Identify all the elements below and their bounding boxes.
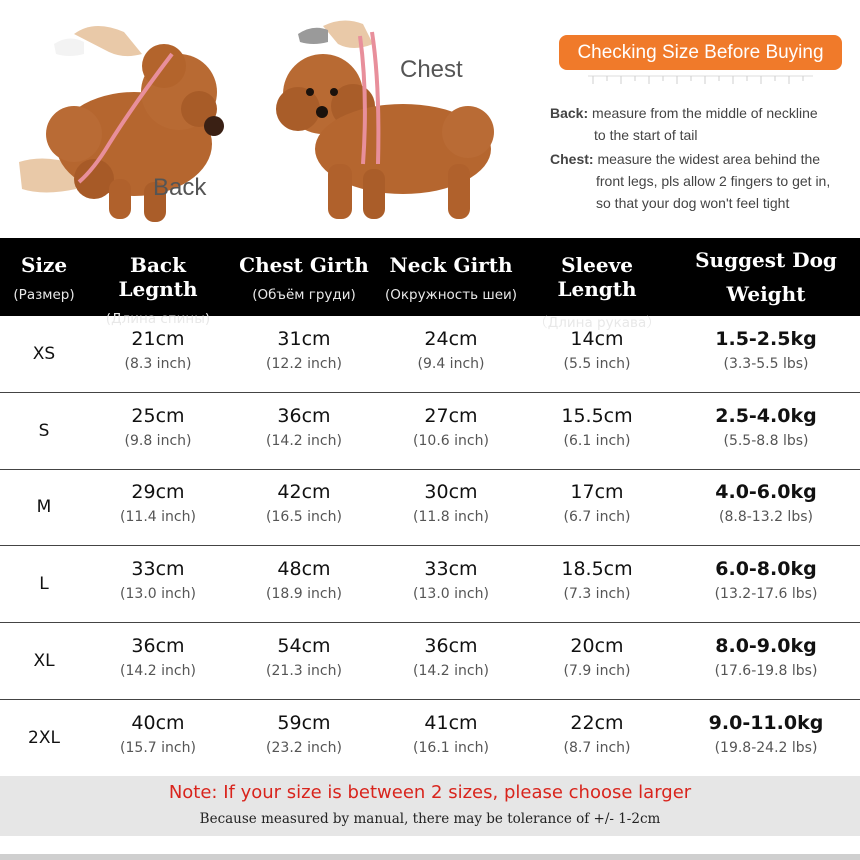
cm-value: 22cm [570, 711, 624, 734]
inch-value: (13.0 inch) [413, 586, 489, 603]
cm-value: 42cm [277, 481, 331, 504]
kg-value: 2.5-4.0kg [715, 404, 817, 427]
inch-value: (11.8 inch) [413, 509, 489, 526]
back-label: Back [153, 174, 207, 201]
size-value: 2XL [28, 727, 60, 748]
chest-key: Chest: [550, 151, 594, 167]
inch-value: (9.8 inch) [124, 432, 192, 449]
cm-value: 20cm [570, 634, 624, 657]
inch-value: (12.2 inch) [266, 356, 342, 372]
cell-chest-girth [228, 623, 380, 699]
inch-value: (8.3 inch) [124, 356, 192, 372]
cell-size [0, 700, 88, 776]
inch-value: (21.3 inch) [266, 662, 342, 679]
chest-label: Chest [400, 56, 463, 83]
cell-neck-girth [380, 700, 522, 776]
inch-value: (13.0 inch) [120, 586, 196, 603]
cm-value: 24cm [424, 328, 478, 350]
measurement-guide [0, 0, 860, 238]
note-tolerance: Because measured by manual, there may be tolerance of +/- 1-2cm [199, 811, 661, 827]
inch-value: (7.3 inch) [563, 586, 631, 603]
inch-value: (16.5 inch) [266, 509, 342, 526]
kg-value: 9.0-11.0kg [708, 711, 824, 734]
header-neck-girth [380, 238, 522, 316]
header-subtitle: (Окружность шеи) [384, 287, 518, 303]
inch-value: (6.7 inch) [563, 509, 631, 526]
cm-value: 36cm [424, 634, 478, 657]
cell-sleeve-length [522, 469, 672, 545]
table-row [0, 700, 860, 777]
cm-value: 59cm [277, 711, 331, 734]
header-subtitle: (Объём груди) [252, 287, 356, 303]
chest-line-3: so that your dog won't feel tight [596, 195, 790, 211]
cell-size [0, 316, 88, 392]
cell-size [0, 469, 88, 545]
cell-neck-girth [380, 546, 522, 622]
inch-value: (18.9 inch) [266, 586, 342, 603]
inch-value: (8.7 inch) [563, 739, 631, 756]
table-header [0, 238, 860, 331]
cell-neck-girth [380, 623, 522, 699]
header-title: Neck Girth [389, 253, 513, 277]
table-row [0, 546, 860, 623]
cell-chest-girth [228, 469, 380, 545]
cm-value: 17cm [570, 481, 624, 504]
table-row [0, 316, 860, 393]
cm-value: 41cm [424, 711, 478, 734]
kg-value: 4.0-6.0kg [715, 481, 817, 504]
cell-sleeve-length [522, 700, 672, 776]
cm-value: 21cm [131, 328, 185, 350]
lbs-value: (5.5-8.8 lbs) [723, 432, 809, 449]
cell-chest-girth [228, 546, 380, 622]
cm-value: 18.5cm [561, 558, 633, 581]
cell-sleeve-length [522, 316, 672, 392]
note-main: Note: If your size is between 2 sizes, please choose larger [168, 782, 692, 803]
cm-value: 48cm [277, 558, 331, 581]
lbs-value: (3.3-5.5 lbs) [723, 356, 809, 372]
cell-size [0, 623, 88, 699]
cell-back-length [88, 316, 228, 392]
inch-value: (23.2 inch) [266, 739, 342, 756]
back-line-2: to the start of tail [594, 127, 698, 143]
header-suggest-weight [672, 238, 860, 316]
inch-value: (9.4 inch) [417, 356, 485, 372]
cell-chest-girth [228, 316, 380, 392]
back-line-1: measure from the middle of neckline [592, 105, 818, 121]
header-subtitle: （Длина рукава） [534, 315, 660, 331]
inch-value: (14.2 inch) [266, 432, 342, 449]
inch-value: (7.9 inch) [563, 662, 631, 679]
inch-value: (14.2 inch) [120, 662, 196, 679]
cell-chest-girth [228, 700, 380, 776]
cm-value: 31cm [277, 328, 331, 350]
checking-size-banner: Checking Size Before Buying [559, 35, 842, 70]
cell-size [0, 546, 88, 622]
header-title: Size [20, 253, 68, 277]
header-title-line-2: Weight [726, 282, 806, 306]
header-chest-girth [228, 238, 380, 316]
header-back-length [88, 238, 228, 327]
lbs-value: (17.6-19.8 lbs) [714, 662, 818, 679]
header-sleeve-length [522, 238, 672, 331]
cm-value: 25cm [131, 404, 185, 427]
kg-value: 1.5-2.5kg [715, 328, 817, 350]
cm-value: 15.5cm [561, 404, 633, 427]
inch-value: (16.1 inch) [413, 739, 489, 756]
chest-description [550, 148, 860, 214]
table-row [0, 393, 860, 470]
cm-value: 40cm [131, 711, 185, 734]
inch-value: (10.6 inch) [413, 432, 489, 449]
cell-neck-girth [380, 469, 522, 545]
lbs-value: (8.8-13.2 lbs) [719, 509, 813, 526]
cell-back-length [88, 393, 228, 469]
inch-value: (14.2 inch) [413, 662, 489, 679]
cell-sleeve-length [522, 623, 672, 699]
bottom-divider [0, 854, 860, 860]
table-row [0, 623, 860, 700]
table-row [0, 469, 860, 546]
dog-chest-measure-illustration [268, 14, 518, 229]
header-size [0, 238, 88, 316]
header-title: Sleeve Length [557, 253, 637, 301]
header-title: Back Legnth [118, 253, 198, 301]
inch-value: (11.4 inch) [120, 509, 196, 526]
size-value: L [39, 574, 49, 595]
chest-line-2: front legs, pls allow 2 fingers to get in, [596, 173, 831, 189]
size-note [0, 776, 860, 836]
inch-value: (5.5 inch) [563, 356, 631, 372]
header-title: Chest Girth [239, 253, 369, 277]
cell-weight [672, 623, 860, 699]
cell-weight [672, 700, 860, 776]
cm-value: 27cm [424, 404, 478, 427]
cell-chest-girth [228, 393, 380, 469]
cm-value: 33cm [131, 558, 185, 581]
cell-back-length [88, 623, 228, 699]
cell-back-length [88, 700, 228, 776]
header-subtitle: (Длина спины) [105, 311, 211, 327]
chest-line-1: measure the widest area behind the [597, 151, 821, 167]
cell-weight [672, 469, 860, 545]
cell-size [0, 393, 88, 469]
size-value: XS [32, 344, 56, 364]
inch-value: (6.1 inch) [563, 432, 631, 449]
ruler-icon [588, 74, 813, 86]
size-value: S [38, 420, 50, 441]
cell-sleeve-length [522, 393, 672, 469]
cm-value: 30cm [424, 481, 478, 504]
cell-neck-girth [380, 316, 522, 392]
inch-value: (15.7 inch) [120, 739, 196, 756]
cm-value: 14cm [570, 328, 624, 350]
cm-value: 36cm [131, 634, 185, 657]
kg-value: 6.0-8.0kg [715, 558, 817, 581]
kg-value: 8.0-9.0kg [715, 634, 817, 657]
header-subtitle: (Размер) [13, 287, 75, 303]
cell-back-length [88, 469, 228, 545]
size-value: M [36, 497, 52, 518]
cell-sleeve-length [522, 546, 672, 622]
dog-back-measure-illustration [14, 14, 254, 229]
back-key: Back: [550, 105, 589, 121]
header-title-line-1: Suggest Dog [695, 248, 837, 272]
cell-weight [672, 393, 860, 469]
size-value: XL [33, 650, 55, 671]
cm-value: 29cm [131, 481, 185, 504]
cell-back-length [88, 546, 228, 622]
back-description [550, 102, 850, 146]
cm-value: 54cm [277, 634, 331, 657]
cell-weight [672, 546, 860, 622]
cell-weight [672, 316, 860, 392]
lbs-value: (13.2-17.6 lbs) [714, 586, 818, 603]
cm-value: 36cm [277, 404, 331, 427]
lbs-value: (19.8-24.2 lbs) [714, 739, 818, 756]
cell-neck-girth [380, 393, 522, 469]
cm-value: 33cm [424, 558, 478, 581]
